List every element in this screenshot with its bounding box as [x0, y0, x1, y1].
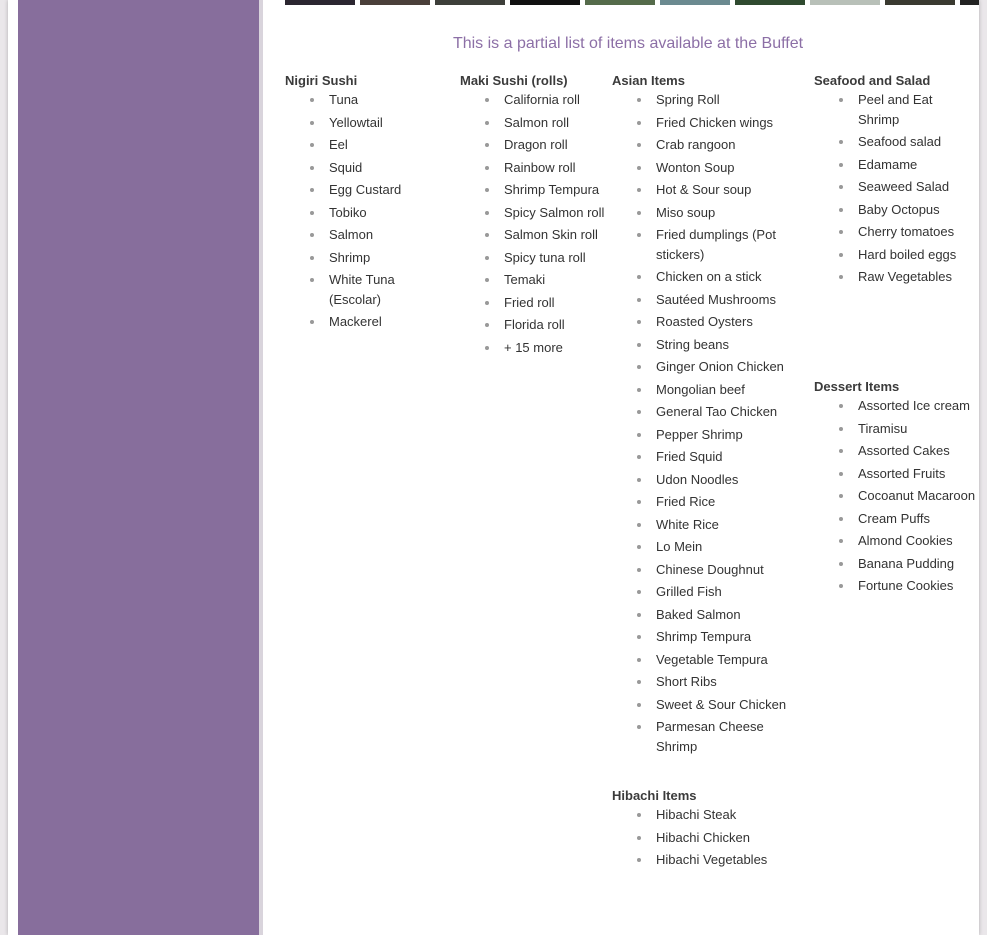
menu-item: Tuna [329, 90, 445, 110]
menu-item: Shrimp Tempura [656, 627, 792, 647]
photo-thumbnail[interactable] [885, 0, 955, 5]
menu-item: Hot & Sour soup [656, 180, 792, 200]
menu-item: Sweet & Sour Chicken [656, 695, 792, 715]
item-list [285, 90, 445, 332]
section-heading: Asian Items [612, 73, 685, 88]
menu-item: Salmon [329, 225, 445, 245]
photo-thumbnail[interactable] [510, 0, 580, 5]
menu-item: Hard boiled eggs [858, 245, 974, 265]
menu-item: Assorted Fruits [858, 464, 979, 484]
menu-item: Tobiko [329, 203, 445, 223]
menu-item: Pepper Shrimp [656, 425, 792, 445]
photo-thumbnail[interactable] [585, 0, 655, 5]
menu-item: Fried Squid [656, 447, 792, 467]
photo-thumbnail[interactable] [735, 0, 805, 5]
photo-thumbnail[interactable] [435, 0, 505, 5]
photo-thumbnail[interactable] [285, 0, 355, 5]
menu-item: + 15 more [504, 338, 605, 358]
menu-item: Hibachi Steak [656, 805, 792, 825]
menu-item: Seaweed Salad [858, 177, 974, 197]
menu-item: Roasted Oysters [656, 312, 792, 332]
menu-item: Wonton Soup [656, 158, 792, 178]
menu-item: Eel [329, 135, 445, 155]
menu-item: Sautéed Mushrooms [656, 290, 792, 310]
menu-item: Fried dumplings (Pot stickers) [656, 225, 792, 264]
section-hibachi-items [612, 788, 792, 873]
menu-item: Parmesan Cheese Shrimp [656, 717, 792, 756]
menu-item: Hibachi Chicken [656, 828, 792, 848]
menu-item: Yellowtail [329, 113, 445, 133]
item-list [814, 90, 974, 287]
menu-item: Florida roll [504, 315, 605, 335]
menu-item: Crab rangoon [656, 135, 792, 155]
menu-item: Lo Mein [656, 537, 792, 557]
menu-item: White Rice [656, 515, 792, 535]
menu-item: Shrimp Tempura [504, 180, 605, 200]
menu-item: Mackerel [329, 312, 445, 332]
menu-item: Cherry tomatoes [858, 222, 974, 242]
section-heading: Maki Sushi (rolls) [460, 73, 568, 88]
menu-item: Spicy Salmon roll [504, 203, 605, 223]
menu-item: Baby Octopus [858, 200, 974, 220]
menu-item: Spicy tuna roll [504, 248, 605, 268]
menu-item: Fried roll [504, 293, 605, 313]
section-nigiri-sushi [285, 73, 445, 335]
menu-item: Assorted Cakes [858, 441, 979, 461]
menu-item: Egg Custard [329, 180, 445, 200]
page-title: This is a partial list of items available at the Buffet [452, 35, 804, 52]
menu-item: Spring Roll [656, 90, 792, 110]
photo-thumbnail[interactable] [660, 0, 730, 5]
menu-item: Cocoanut Macaroon [858, 486, 979, 506]
menu-item: Fortune Cookies [858, 576, 979, 596]
menu-item: Miso soup [656, 203, 792, 223]
item-list [460, 90, 605, 357]
menu-item: Shrimp [329, 248, 445, 268]
photo-thumbnail[interactable] [360, 0, 430, 5]
photo-thumbnail[interactable] [810, 0, 880, 5]
menu-item: Salmon roll [504, 113, 605, 133]
menu-item: Ginger Onion Chicken [656, 357, 792, 377]
menu-item: Banana Pudding [858, 554, 979, 574]
menu-item: Chicken on a stick [656, 267, 792, 287]
menu-item: Raw Vegetables [858, 267, 974, 287]
menu-item: Dragon roll [504, 135, 605, 155]
menu-item: Squid [329, 158, 445, 178]
menu-item: Fried Rice [656, 492, 792, 512]
menu-item: Mongolian beef [656, 380, 792, 400]
section-heading: Dessert Items [814, 379, 900, 394]
item-list [612, 805, 792, 870]
menu-item: Chinese Doughnut [656, 560, 792, 580]
section-heading: Nigiri Sushi [285, 73, 358, 88]
menu-item: String beans [656, 335, 792, 355]
menu-item: Peel and Eat Shrimp [858, 90, 974, 129]
menu-item: Almond Cookies [858, 531, 979, 551]
menu-item: Salmon Skin roll [504, 225, 605, 245]
section-heading: Hibachi Items [612, 788, 697, 803]
photo-thumbnail[interactable] [960, 0, 979, 5]
page [8, 0, 979, 935]
menu-item: Cream Puffs [858, 509, 979, 529]
menu-item: Baked Salmon [656, 605, 792, 625]
section-dessert-items [814, 379, 979, 599]
item-list [814, 396, 979, 596]
menu-item: Temaki [504, 270, 605, 290]
menu-item: General Tao Chicken [656, 402, 792, 422]
menu-item: Rainbow roll [504, 158, 605, 178]
menu-item: Short Ribs [656, 672, 792, 692]
menu-item: White Tuna (Escolar) [329, 270, 445, 309]
sidebar [18, 0, 263, 935]
menu-item: Vegetable Tempura [656, 650, 792, 670]
menu-item: Udon Noodles [656, 470, 792, 490]
section-heading: Seafood and Salad [814, 73, 931, 88]
menu-item: Fried Chicken wings [656, 113, 792, 133]
menu-item: Hibachi Vegetables [656, 850, 792, 870]
menu-item: Grilled Fish [656, 582, 792, 602]
section-seafood-and-salad [814, 73, 974, 290]
item-list [612, 90, 792, 756]
menu-item: Edamame [858, 155, 974, 175]
menu-item: Seafood salad [858, 132, 974, 152]
section-asian-items [612, 73, 792, 759]
menu-item: Assorted Ice cream [858, 396, 979, 416]
section-maki-sushi [460, 73, 605, 360]
menu-item: California roll [504, 90, 605, 110]
menu-item: Tiramisu [858, 419, 979, 439]
